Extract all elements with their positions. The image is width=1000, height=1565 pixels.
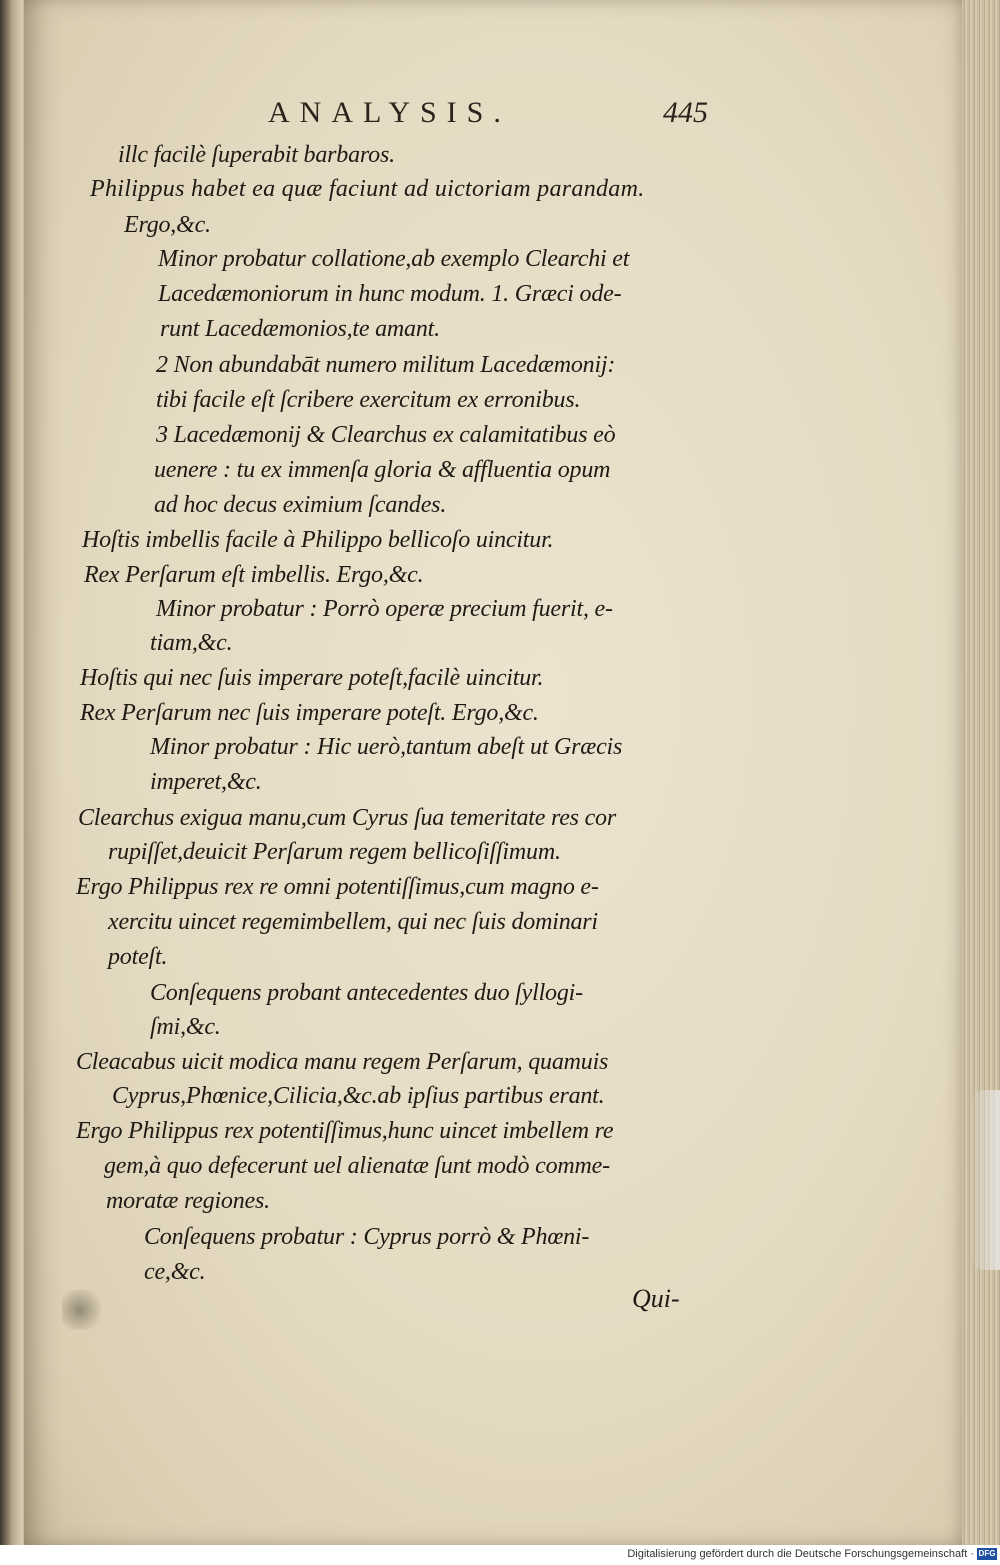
text-line: 3 Lacedæmonij & Clearchus ex calamitatibus eò [156,422,616,448]
text-line: ce,&c. [144,1259,206,1285]
text-line: uenere : tu ex immenſa gloria & affluentia opum [154,457,611,483]
text-line: Cleacabus uicit modica manu regem Perſarum, quamuis [76,1049,609,1075]
text-line: Ergo,&c. [124,212,211,238]
text-line: gem,à quo defecerunt uel alienatæ ſunt modò comme- [104,1153,610,1179]
ink-stain [62,1290,106,1330]
text-line: moratæ regiones. [106,1188,270,1214]
text-line: ſmi,&c. [150,1014,221,1040]
footer-credit: Digitalisierung gefördert durch die Deutsche Forschungsgemeinschaft · [627,1548,974,1560]
text-line: rupiſſet,deuicit Perſarum regem bellicoſiſſimum. [108,839,561,865]
text-line: Lacedæmoniorum in hunc modum. 1. Græci ode- [158,281,622,307]
text-line: illc facilè ſuperabit barbaros. [118,142,395,168]
text-line: Clearchus exigua manu,cum Cyrus ſua temeritate res cor [78,805,617,831]
text-line: runt Lacedæmonios,te amant. [160,316,440,342]
text-line: tiam,&c. [150,630,233,656]
text-line: Ergo Philippus rex potentiſſimus,hunc uincet imbellem re [76,1118,614,1144]
text-line: Minor probatur : Hic uerò,tantum abeſt ut Græcis [150,734,623,760]
text-line: poteſt. [108,944,168,970]
digitization-footer [0,1545,1000,1565]
text-line: Philippus habet ea quæ faciunt ad uictoriam parandam. [90,176,645,202]
text-line: tibi facile eſt ſcribere exercitum ex erronibus. [156,387,581,413]
text-line: Ergo Philippus rex re omni potentiſſimus,cum magno e- [76,874,599,900]
text-line: Hoſtis qui nec ſuis imperare poteſt,facilè uincitur. [80,665,544,691]
text-line: Rex Perſarum nec ſuis imperare poteſt. Ergo,&c. [80,700,539,726]
text-line: imperet,&c. [150,769,262,795]
text-line: Rex Perſarum eſt imbellis. Ergo,&c. [84,562,424,588]
text-line: Minor probatur : Porrò operæ precium fuerit, e- [156,596,613,622]
text-line: xercitu uincet regemimbellem, qui nec ſuis dominari [108,909,598,935]
text-line: Conſequens probant antecedentes duo ſyllogi- [150,980,583,1006]
text-line: Minor probatur collatione,ab exemplo Clearchi et [158,246,630,272]
text-line: Cyprus,Phœnice,Cilicia,&c.ab ipſius partibus erant. [112,1083,605,1109]
catchword: Qui- [632,1284,680,1313]
page-number: 445 [663,96,708,129]
text-line: ad hoc decus eximium ſcandes. [154,492,447,518]
dfg-logo-icon: DFG [978,1549,996,1558]
text-line: 2 Non abundabāt numero militum Lacedæmonij: [156,352,616,378]
text-line: Hoſtis imbellis facile à Philippo bellicoſo uincitur. [82,527,554,553]
text-line: Conſequens probatur : Cyprus porrò & Phœni- [144,1224,590,1250]
running-head: ANALYSIS. [268,96,511,129]
